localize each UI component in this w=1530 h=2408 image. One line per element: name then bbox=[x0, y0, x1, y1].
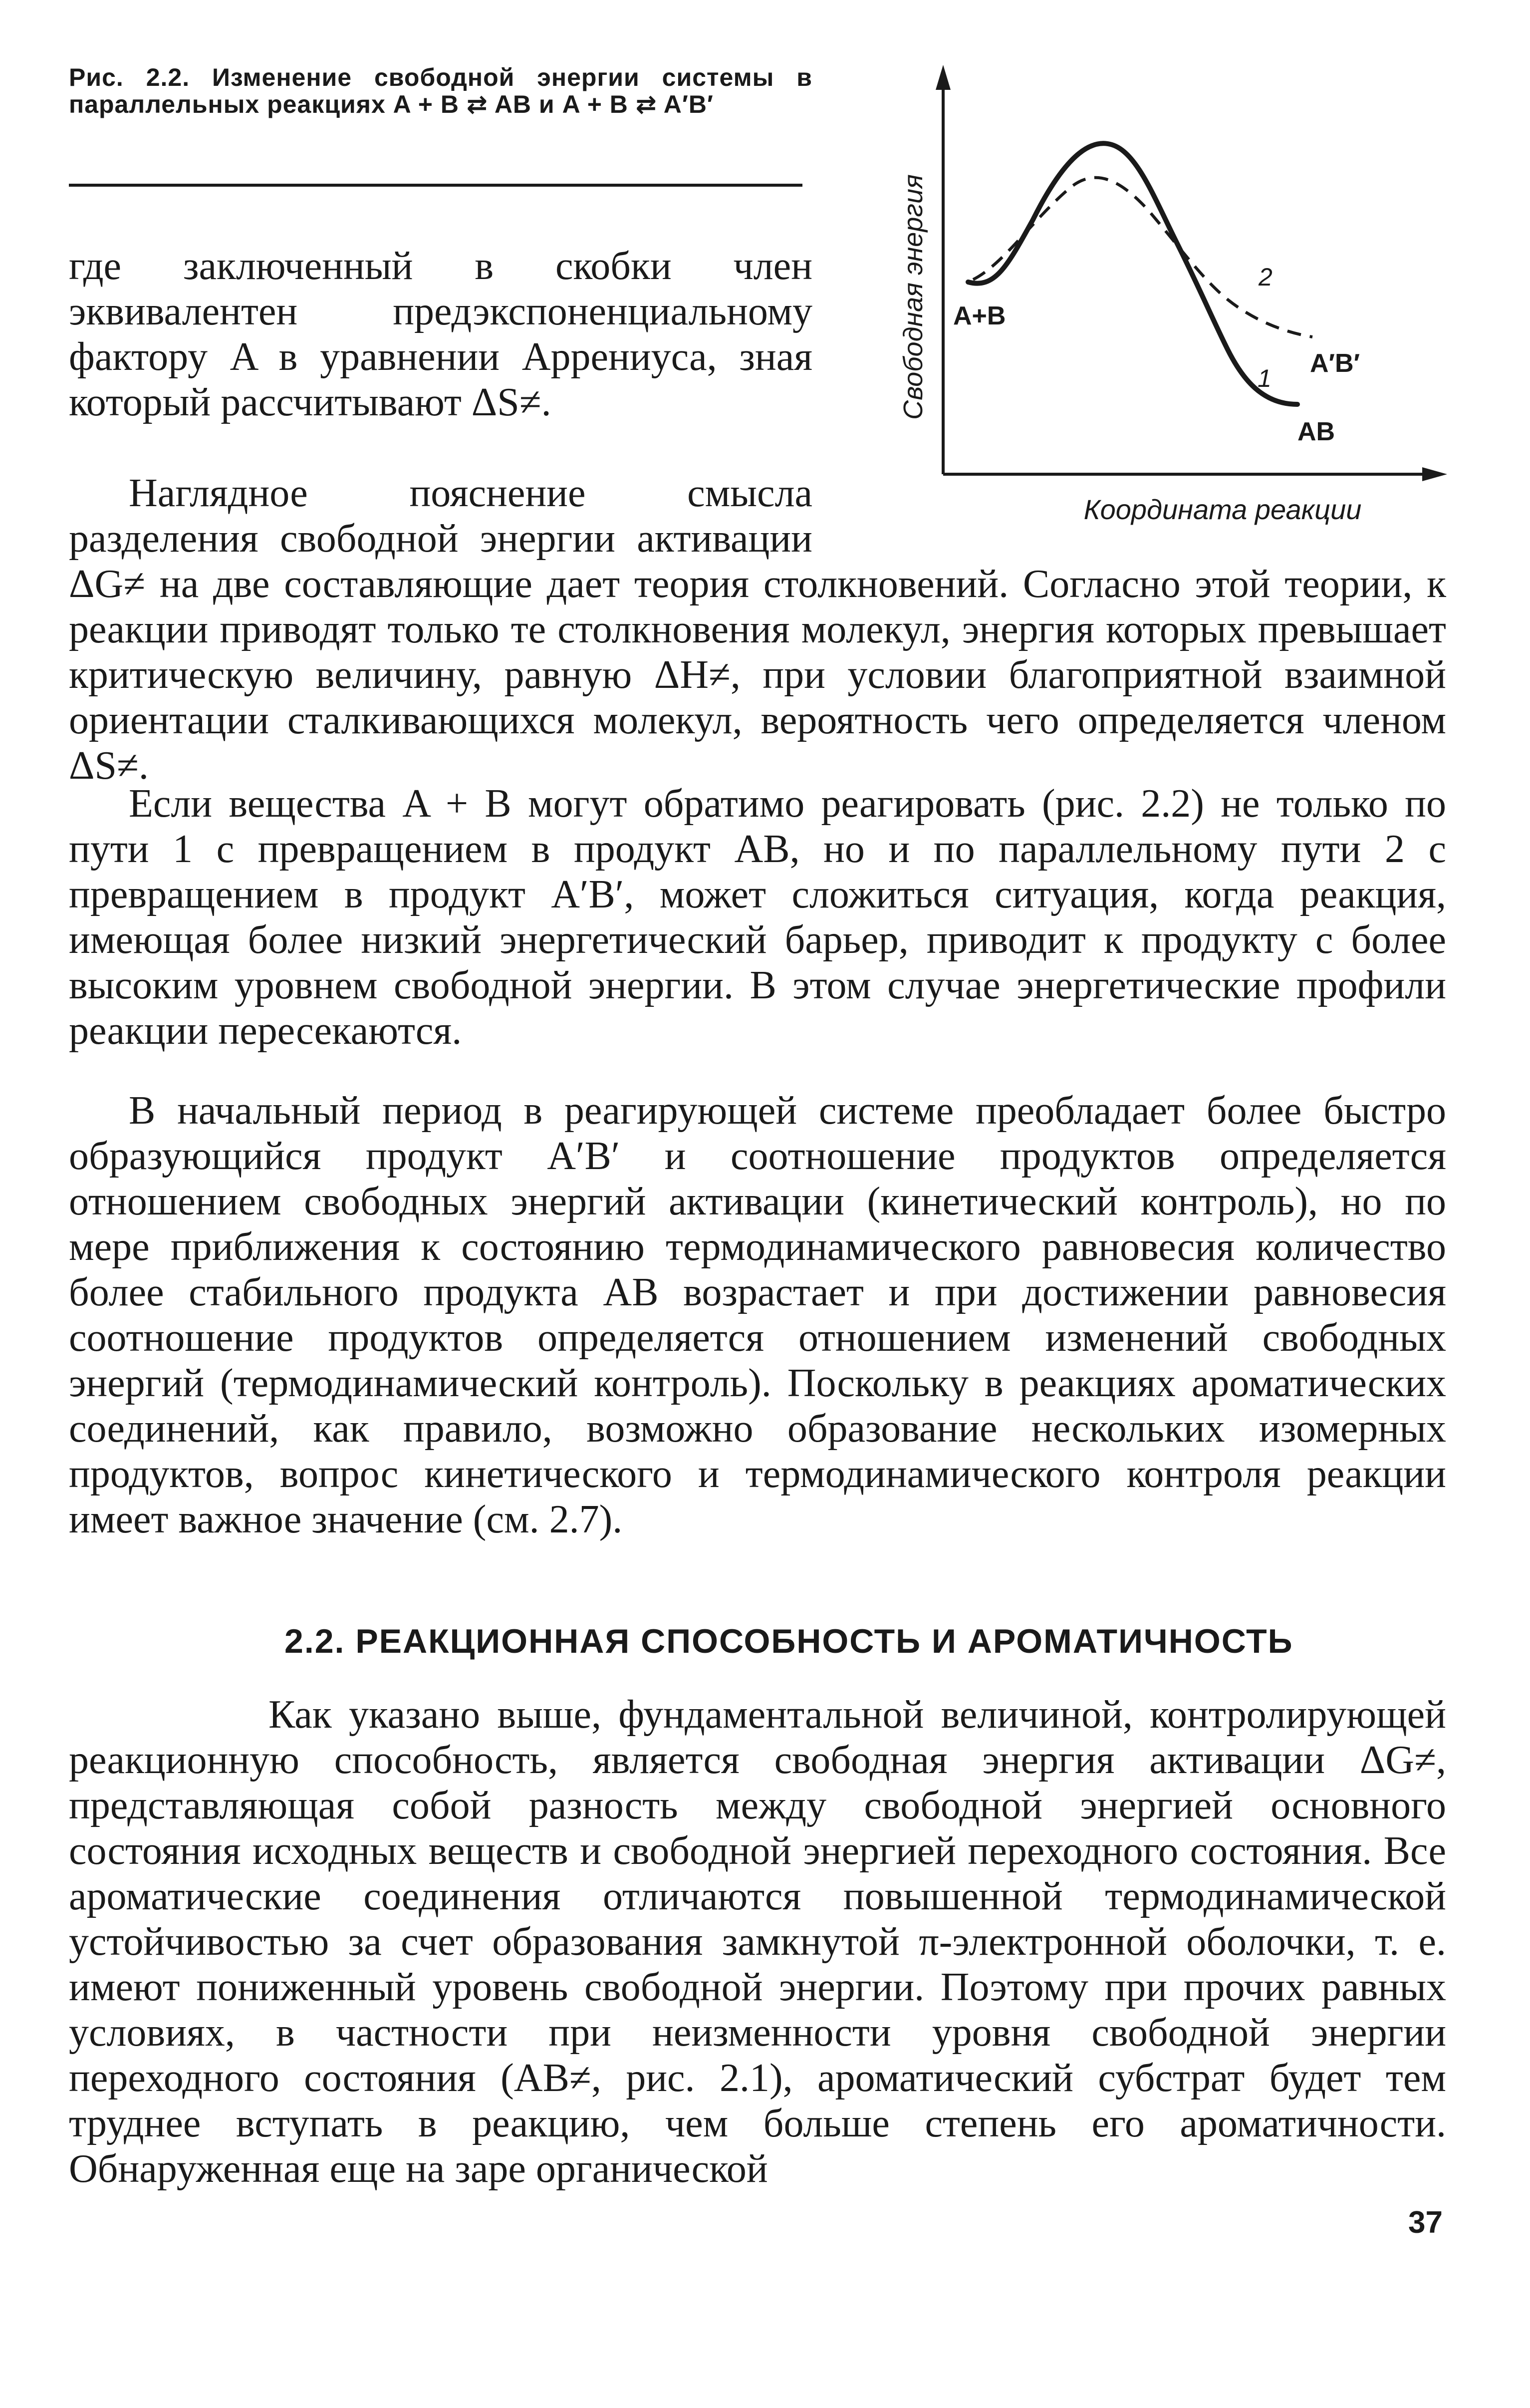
product-2-label: A′B′ bbox=[1310, 349, 1360, 378]
path-2-label: 2 bbox=[1259, 263, 1273, 291]
paragraph-4: В начальный период в реагирующей системе преобладает более быстро образующийся продукт A′B′ и соотношение продуктов определяется отношением свободных энергий активации (кинетический контроль), но по мере приближения к состоянию термодинамического равновесия количество более стабильного продукта AB возрастает и при достижении равновесия соотношение продуктов определяется отношением изменений свободных энергий (термодинамический контроль). Поскольку в реакциях ароматических соединений, как правило, возможно образование нескольких изомерных продуктов, вопрос кинетического и термодинамического контроля реакции имеет важное значение (см. 2.7). bbox=[69, 1089, 1446, 1541]
figure-wrap-spacer bbox=[812, 471, 1446, 562]
y-axis-arrowhead bbox=[936, 65, 951, 90]
product-1-label: AB bbox=[1297, 417, 1335, 446]
caption-divider bbox=[69, 184, 802, 187]
paragraph-2: Наглядное пояснение смысла разделения свободной энергии активации ΔG≠ на две составляющие дает теория столкновений. Согласно этой теории, к реакции приводят только те столкновения молекул, энергия которых превышает критическую величину, равную ΔH≠, при условии благоприятной взаимной ориентации сталкивающихся молекул, вероятность чего определяется членом ΔS≠. bbox=[69, 471, 1446, 788]
paragraph-5: Как указано выше, фундаментальной величиной, контролирующей реакционную способность, является свободная энергия активации ΔG≠, представляющая собой разность между свободной энергией основного состояния исходных веществ и свободной энергией переходного состояния. Все ароматические соединения отличаются повышенной термодинамической устойчивостью за счет образования замкнутой π-электронной оболочки, т. е. имеют пониженный уровень свободной энергии. Поэтому при прочих равных условиях, в частности при неизменности уровня свободной энергии переходного состояния (AB≠, рис. 2.1), ароматический субстрат будет тем труднее вступать в реакцию, чем больше степень его ароматичности. Обнаруженная еще на заре органической bbox=[69, 1693, 1446, 2191]
section-heading: 2.2. РЕАКЦИОННАЯ СПОСОБНОСТЬ И АРОМАТИЧНОСТЬ bbox=[284, 1622, 1293, 1660]
paragraph-3: Если вещества A + B могут обратимо реагировать (рис. 2.2) не только по пути 1 с превращением в продукт AB, но и по параллельному пути 2 с превращением в продукт A′B′, может сложиться ситуация, когда реакция, имеющая более низкий энергетический барьер, приводит к продукту с более высоким уровнем свободной энергии. В этом случае энергетические профили реакции пересекаются. bbox=[69, 782, 1446, 1053]
path-2-curve bbox=[973, 178, 1312, 337]
paragraph-1: где заключенный в скобки член эквивалентен предэкспоненциальному фактору A в уравнении Аррениуса, зная который рассчитывают ΔS≠. bbox=[69, 244, 812, 424]
y-axis-label: Свободная энергия bbox=[898, 174, 928, 420]
figure-caption: Рис. 2.2. Изменение свободной энергии системы в параллельных реакциях A + B ⇄ AB и A + B ⇄ A′B′ bbox=[69, 63, 812, 118]
reactants-label: A+B bbox=[953, 301, 1006, 330]
path-1-label: 1 bbox=[1258, 364, 1272, 392]
page-number: 37 bbox=[1408, 2205, 1443, 2240]
x-axis-label: Координата реакции bbox=[1083, 494, 1362, 525]
path-1-curve bbox=[968, 143, 1297, 404]
